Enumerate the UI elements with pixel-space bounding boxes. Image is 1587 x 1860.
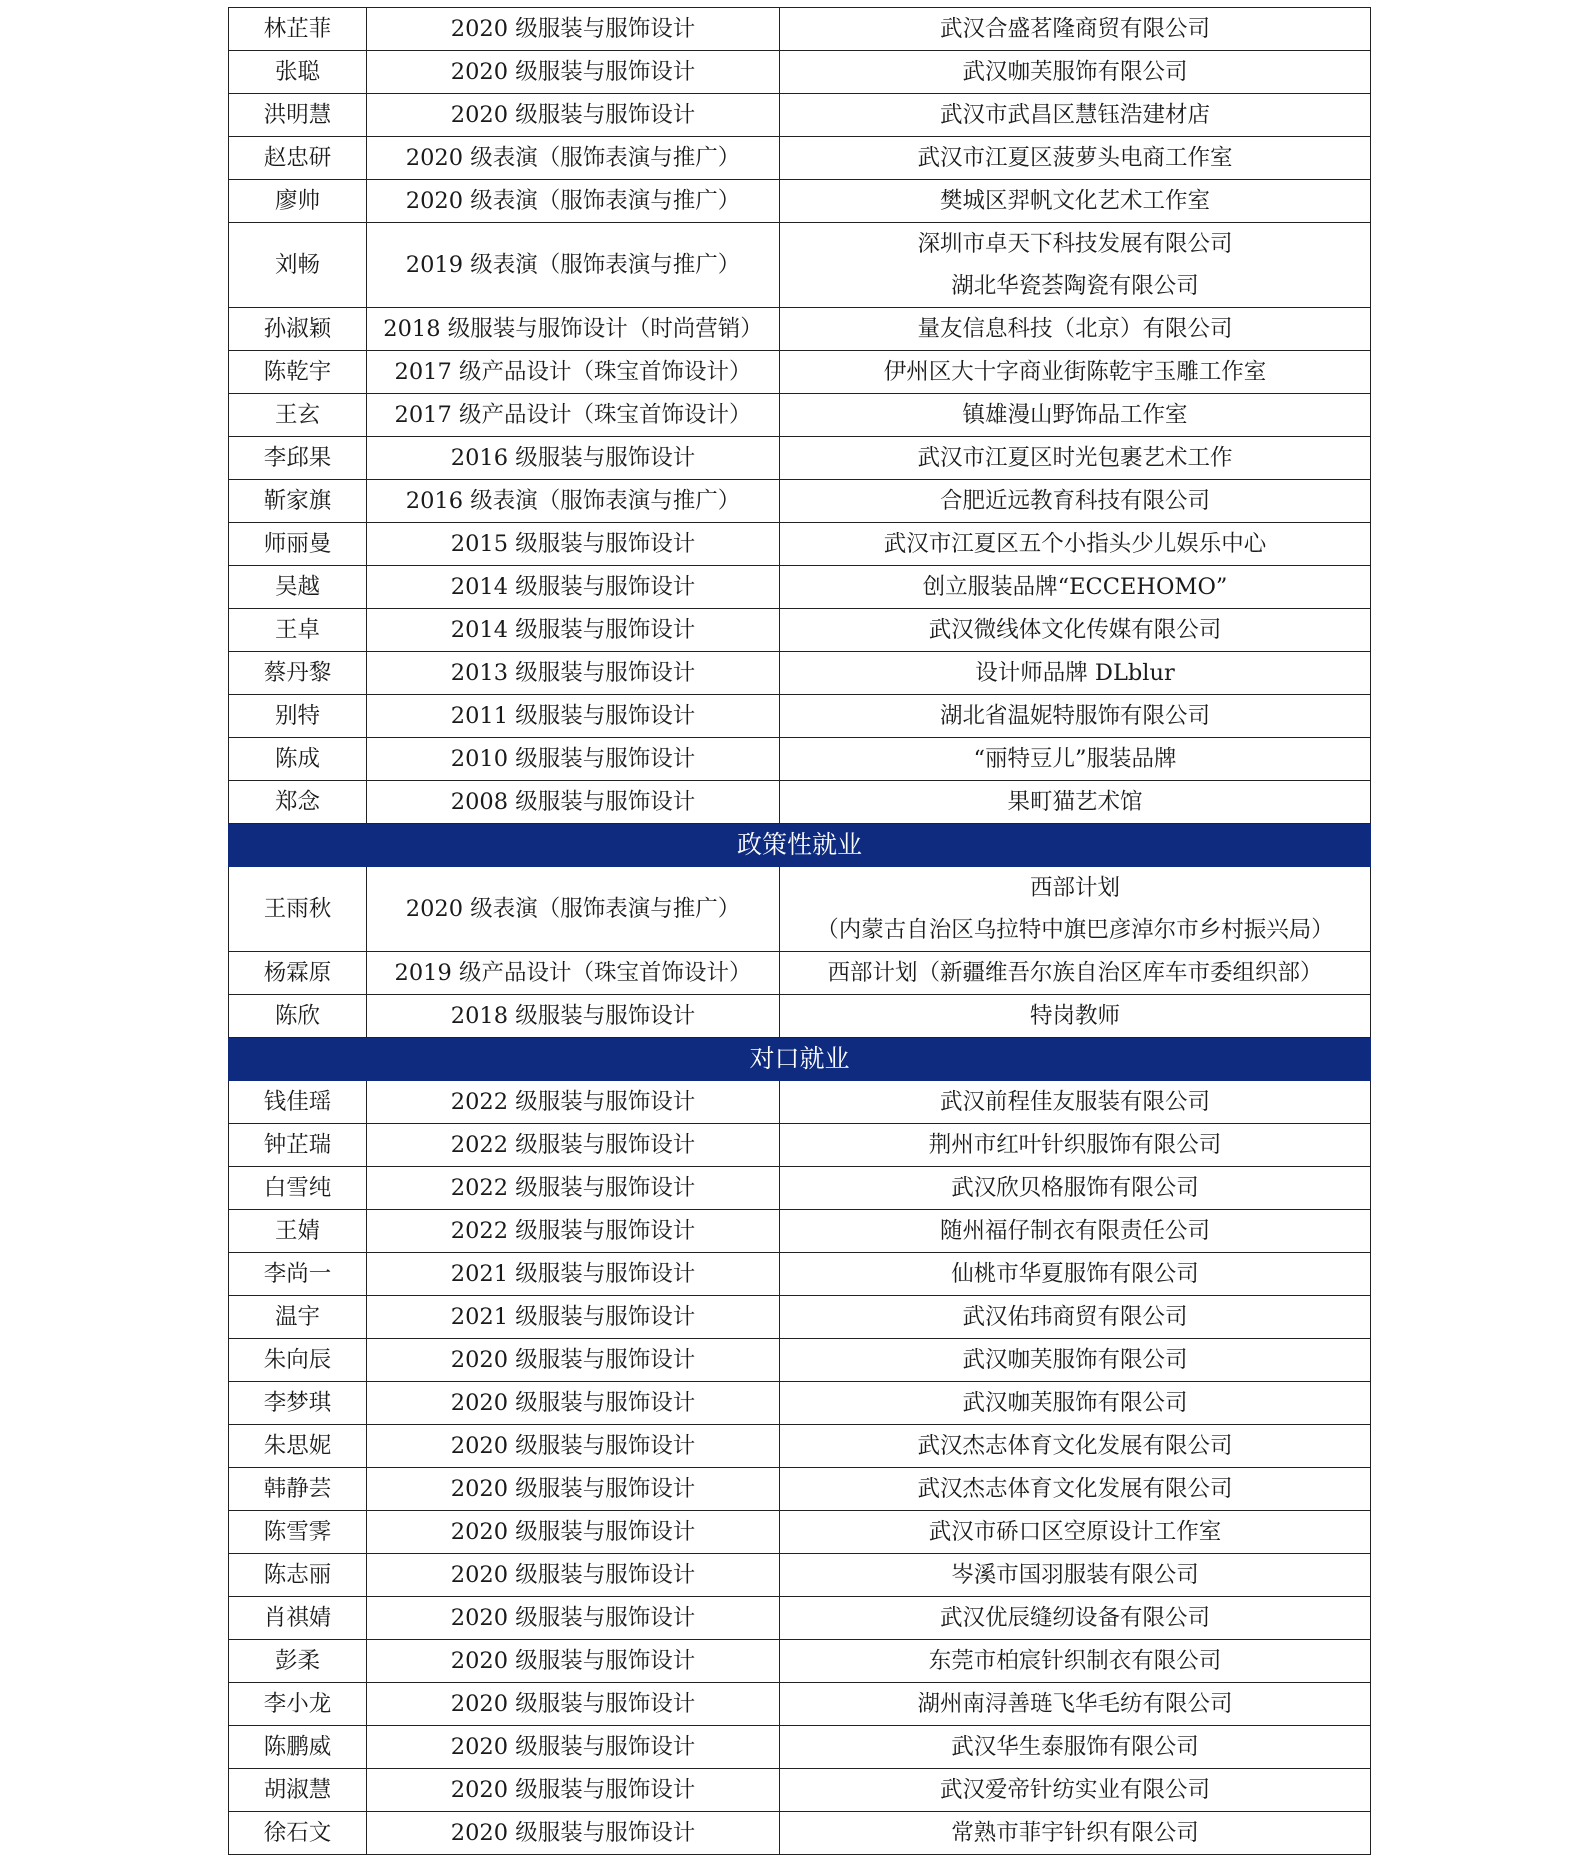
cell-employer bbox=[780, 1683, 1371, 1726]
cell-name: 陈成 bbox=[229, 738, 367, 781]
cell-major: 2021 级服装与服饰设计 bbox=[367, 1253, 780, 1296]
table-row bbox=[229, 1683, 1371, 1726]
table-row bbox=[229, 1812, 1371, 1855]
cell-employer bbox=[780, 566, 1371, 609]
employer-line: 东莞市柏宸针织制衣有限公司 bbox=[928, 1648, 1222, 1674]
cell-major: 2018 级服装与服饰设计（时尚营销） bbox=[367, 308, 780, 351]
table-row bbox=[229, 1382, 1371, 1425]
cell-name: 郑念 bbox=[229, 781, 367, 824]
table-row bbox=[229, 566, 1371, 609]
table-row bbox=[229, 8, 1371, 51]
employer-line: 伊州区大十字商业街陈乾宇玉雕工作室 bbox=[883, 359, 1267, 385]
table-row bbox=[229, 738, 1371, 781]
cell-major: 2017 级产品设计（珠宝首饰设计） bbox=[367, 394, 780, 437]
cell-name: 吴越 bbox=[229, 566, 367, 609]
employer-line: 武汉华生泰服饰有限公司 bbox=[951, 1734, 1199, 1760]
table-row bbox=[229, 1640, 1371, 1683]
table-row bbox=[229, 1726, 1371, 1769]
cell-name: 胡淑慧 bbox=[229, 1769, 367, 1812]
cell-major: 2020 级表演（服饰表演与推广） bbox=[367, 180, 780, 223]
cell-employer bbox=[780, 1726, 1371, 1769]
cell-major: 2020 级服装与服饰设计 bbox=[367, 1769, 780, 1812]
cell-name: 王卓 bbox=[229, 609, 367, 652]
cell-major: 2020 级服装与服饰设计 bbox=[367, 1554, 780, 1597]
table-row bbox=[229, 1253, 1371, 1296]
cell-employer bbox=[780, 995, 1371, 1038]
cell-major: 2022 级服装与服饰设计 bbox=[367, 1081, 780, 1124]
cell-employer bbox=[780, 781, 1371, 824]
cell-name: 钱佳瑶 bbox=[229, 1081, 367, 1124]
table-row bbox=[229, 1296, 1371, 1339]
cell-name: 张聪 bbox=[229, 51, 367, 94]
table-row bbox=[229, 351, 1371, 394]
table-row bbox=[229, 995, 1371, 1038]
cell-major: 2015 级服装与服饰设计 bbox=[367, 523, 780, 566]
cell-employer bbox=[780, 1296, 1371, 1339]
cell-employer bbox=[780, 1382, 1371, 1425]
cell-employer bbox=[780, 223, 1371, 308]
table-row bbox=[229, 695, 1371, 738]
table-row bbox=[229, 1425, 1371, 1468]
cell-name: 刘畅 bbox=[229, 223, 367, 308]
cell-major: 2020 级服装与服饰设计 bbox=[367, 1726, 780, 1769]
cell-employer bbox=[780, 351, 1371, 394]
cell-name: 孙淑颖 bbox=[229, 308, 367, 351]
cell-employer bbox=[780, 394, 1371, 437]
cell-major: 2022 级服装与服饰设计 bbox=[367, 1210, 780, 1253]
table-row bbox=[229, 867, 1371, 952]
table-row bbox=[229, 652, 1371, 695]
table-row bbox=[229, 1081, 1371, 1124]
table-row bbox=[229, 1339, 1371, 1382]
cell-employer bbox=[780, 867, 1371, 952]
table-row bbox=[229, 137, 1371, 180]
employer-line: 武汉优辰缝纫设备有限公司 bbox=[939, 1605, 1210, 1631]
cell-employer bbox=[780, 180, 1371, 223]
employer-line: （内蒙古自治区乌拉特中旗巴彦淖尔市乡村振兴局） bbox=[816, 917, 1334, 943]
cell-major: 2020 级服装与服饰设计 bbox=[367, 1812, 780, 1855]
table-row bbox=[229, 523, 1371, 566]
cell-major: 2022 级服装与服饰设计 bbox=[367, 1167, 780, 1210]
employer-line: 武汉欣贝格服饰有限公司 bbox=[951, 1175, 1199, 1201]
cell-employer bbox=[780, 437, 1371, 480]
employer-line: 武汉佑玮商贸有限公司 bbox=[962, 1304, 1188, 1330]
cell-name: 肖祺婧 bbox=[229, 1597, 367, 1640]
employer-line: 湖北省温妮特服饰有限公司 bbox=[939, 703, 1210, 729]
cell-name: 陈鹏威 bbox=[229, 1726, 367, 1769]
cell-major: 2016 级服装与服饰设计 bbox=[367, 437, 780, 480]
cell-employer bbox=[780, 1339, 1371, 1382]
cell-name: 彭柔 bbox=[229, 1640, 367, 1683]
employer-line: 湖州南浔善琏飞华毛纺有限公司 bbox=[917, 1691, 1233, 1717]
employer-line: 西部计划 bbox=[1029, 875, 1120, 901]
cell-name: 钟芷瑞 bbox=[229, 1124, 367, 1167]
cell-name: 徐石文 bbox=[229, 1812, 367, 1855]
employer-line: 特岗教师 bbox=[1029, 1003, 1120, 1029]
cell-employer bbox=[780, 1597, 1371, 1640]
cell-employer bbox=[780, 480, 1371, 523]
table-row bbox=[229, 223, 1371, 308]
cell-major: 2014 级服装与服饰设计 bbox=[367, 609, 780, 652]
employer-line: 武汉杰志体育文化发展有限公司 bbox=[917, 1476, 1233, 1502]
table-row bbox=[229, 1468, 1371, 1511]
cell-name: 杨霖原 bbox=[229, 952, 367, 995]
table-row bbox=[229, 51, 1371, 94]
table-row bbox=[229, 609, 1371, 652]
cell-employer bbox=[780, 51, 1371, 94]
cell-major: 2019 级表演（服饰表演与推广） bbox=[367, 223, 780, 308]
cell-major: 2020 级服装与服饰设计 bbox=[367, 1683, 780, 1726]
cell-major: 2020 级服装与服饰设计 bbox=[367, 94, 780, 137]
employer-line: 武汉市武昌区慧钰浩建材店 bbox=[939, 102, 1210, 128]
cell-major: 2021 级服装与服饰设计 bbox=[367, 1296, 780, 1339]
employer-line: 常熟市菲宇针织有限公司 bbox=[951, 1820, 1199, 1846]
employer-line: 武汉微线体文化传媒有限公司 bbox=[928, 617, 1222, 643]
employer-line: 荆州市红叶针织服饰有限公司 bbox=[928, 1132, 1222, 1158]
cell-name: 朱向辰 bbox=[229, 1339, 367, 1382]
cell-major: 2011 级服装与服饰设计 bbox=[367, 695, 780, 738]
employer-line: 武汉咖芙服饰有限公司 bbox=[962, 1390, 1188, 1416]
table-row bbox=[229, 1597, 1371, 1640]
cell-name: 陈欣 bbox=[229, 995, 367, 1038]
employer-line: 随州福仔制衣有限责任公司 bbox=[939, 1218, 1210, 1244]
section-header-row bbox=[229, 824, 1371, 867]
employer-line: 仙桃市华夏服饰有限公司 bbox=[951, 1261, 1199, 1287]
cell-employer bbox=[780, 94, 1371, 137]
cell-major: 2020 级服装与服饰设计 bbox=[367, 1382, 780, 1425]
cell-major: 2020 级服装与服饰设计 bbox=[367, 8, 780, 51]
cell-name: 蔡丹黎 bbox=[229, 652, 367, 695]
table-row bbox=[229, 480, 1371, 523]
table-body bbox=[229, 8, 1371, 1855]
table-row bbox=[229, 781, 1371, 824]
cell-employer bbox=[780, 1425, 1371, 1468]
cell-employer bbox=[780, 652, 1371, 695]
cell-employer bbox=[780, 1210, 1371, 1253]
employer-line: 武汉前程佳友服装有限公司 bbox=[939, 1089, 1210, 1115]
cell-name: 王婧 bbox=[229, 1210, 367, 1253]
table-row bbox=[229, 308, 1371, 351]
cell-name: 李小龙 bbox=[229, 1683, 367, 1726]
cell-name: 陈乾宇 bbox=[229, 351, 367, 394]
cell-employer bbox=[780, 1468, 1371, 1511]
cell-name: 别特 bbox=[229, 695, 367, 738]
cell-employer bbox=[780, 137, 1371, 180]
table-row bbox=[229, 1124, 1371, 1167]
cell-major: 2018 级服装与服饰设计 bbox=[367, 995, 780, 1038]
cell-name: 赵忠研 bbox=[229, 137, 367, 180]
employer-line: 武汉爱帝针纺实业有限公司 bbox=[939, 1777, 1210, 1803]
cell-major: 2019 级产品设计（珠宝首饰设计） bbox=[367, 952, 780, 995]
cell-name: 陈雪霁 bbox=[229, 1511, 367, 1554]
table-row bbox=[229, 952, 1371, 995]
cell-name: 靳家旗 bbox=[229, 480, 367, 523]
cell-major: 2022 级服装与服饰设计 bbox=[367, 1124, 780, 1167]
table-row bbox=[229, 1167, 1371, 1210]
section-heading: 对口就业 bbox=[229, 1038, 1371, 1081]
employer-line: 果町猫艺术馆 bbox=[1007, 789, 1143, 815]
cell-employer bbox=[780, 1124, 1371, 1167]
cell-name: 李梦琪 bbox=[229, 1382, 367, 1425]
cell-employer bbox=[780, 1640, 1371, 1683]
employer-line: 武汉市硚口区空原设计工作室 bbox=[928, 1519, 1222, 1545]
cell-major: 2020 级服装与服饰设计 bbox=[367, 1468, 780, 1511]
cell-major: 2016 级表演（服饰表演与推广） bbox=[367, 480, 780, 523]
employer-line: 量友信息科技（北京）有限公司 bbox=[917, 316, 1233, 342]
employer-line: 武汉咖芙服饰有限公司 bbox=[962, 1347, 1188, 1373]
cell-major: 2017 级产品设计（珠宝首饰设计） bbox=[367, 351, 780, 394]
cell-employer bbox=[780, 738, 1371, 781]
cell-major: 2020 级服装与服饰设计 bbox=[367, 1511, 780, 1554]
employer-line: “丽特豆儿”服装品牌 bbox=[973, 746, 1177, 772]
employer-line: 武汉市江夏区时光包裹艺术工作 bbox=[917, 445, 1233, 471]
table-row bbox=[229, 394, 1371, 437]
cell-major: 2010 级服装与服饰设计 bbox=[367, 738, 780, 781]
cell-major: 2014 级服装与服饰设计 bbox=[367, 566, 780, 609]
cell-name: 温宇 bbox=[229, 1296, 367, 1339]
cell-name: 王玄 bbox=[229, 394, 367, 437]
employer-line: 武汉市江夏区五个小指头少儿娱乐中心 bbox=[883, 531, 1267, 557]
cell-major: 2020 级服装与服饰设计 bbox=[367, 1640, 780, 1683]
table-row bbox=[229, 1210, 1371, 1253]
cell-employer bbox=[780, 1812, 1371, 1855]
cell-employer bbox=[780, 952, 1371, 995]
cell-major: 2020 级服装与服饰设计 bbox=[367, 1425, 780, 1468]
cell-name: 林芷菲 bbox=[229, 8, 367, 51]
cell-name: 陈志丽 bbox=[229, 1554, 367, 1597]
table-row bbox=[229, 1511, 1371, 1554]
cell-employer bbox=[780, 523, 1371, 566]
cell-employer bbox=[780, 308, 1371, 351]
cell-employer bbox=[780, 1081, 1371, 1124]
cell-employer bbox=[780, 8, 1371, 51]
cell-name: 李尚一 bbox=[229, 1253, 367, 1296]
cell-employer bbox=[780, 609, 1371, 652]
cell-employer bbox=[780, 1167, 1371, 1210]
cell-employer bbox=[780, 695, 1371, 738]
cell-major: 2008 级服装与服饰设计 bbox=[367, 781, 780, 824]
table-row bbox=[229, 94, 1371, 137]
employer-line: 西部计划（新疆维吾尔族自治区库车市委组织部） bbox=[827, 960, 1323, 986]
employer-line: 设计师品牌 DLblur bbox=[975, 660, 1175, 686]
cell-name: 白雪纯 bbox=[229, 1167, 367, 1210]
section-header-row bbox=[229, 1038, 1371, 1081]
section-heading: 政策性就业 bbox=[229, 824, 1371, 867]
employment-table bbox=[228, 7, 1371, 1855]
cell-employer bbox=[780, 1511, 1371, 1554]
cell-major: 2013 级服装与服饰设计 bbox=[367, 652, 780, 695]
cell-major: 2020 级服装与服饰设计 bbox=[367, 51, 780, 94]
cell-name: 王雨秋 bbox=[229, 867, 367, 952]
cell-name: 师丽曼 bbox=[229, 523, 367, 566]
employer-line: 深圳市卓天下科技发展有限公司 bbox=[917, 231, 1233, 257]
table-row bbox=[229, 180, 1371, 223]
table-row bbox=[229, 1554, 1371, 1597]
table-row bbox=[229, 437, 1371, 480]
cell-employer bbox=[780, 1253, 1371, 1296]
cell-major: 2020 级表演（服饰表演与推广） bbox=[367, 137, 780, 180]
employer-line: 武汉杰志体育文化发展有限公司 bbox=[917, 1433, 1233, 1459]
employer-line: 岑溪市国羽服装有限公司 bbox=[951, 1562, 1199, 1588]
cell-major: 2020 级服装与服饰设计 bbox=[367, 1597, 780, 1640]
employer-line: 武汉合盛茗隆商贸有限公司 bbox=[939, 16, 1210, 42]
cell-major: 2020 级服装与服饰设计 bbox=[367, 1339, 780, 1382]
cell-name: 廖帅 bbox=[229, 180, 367, 223]
employer-line: 樊城区羿帆文化艺术工作室 bbox=[939, 188, 1210, 214]
cell-name: 韩静芸 bbox=[229, 1468, 367, 1511]
employer-line: 武汉咖芙服饰有限公司 bbox=[962, 59, 1188, 85]
employer-line: 合肥近远教育科技有限公司 bbox=[939, 488, 1210, 514]
cell-employer bbox=[780, 1554, 1371, 1597]
cell-name: 朱思妮 bbox=[229, 1425, 367, 1468]
cell-name: 李邱果 bbox=[229, 437, 367, 480]
table-row bbox=[229, 1769, 1371, 1812]
cell-name: 洪明慧 bbox=[229, 94, 367, 137]
employer-line: 创立服装品牌“ECCEHOMO” bbox=[922, 574, 1228, 600]
employer-line: 镇雄漫山野饰品工作室 bbox=[962, 402, 1188, 428]
cell-employer bbox=[780, 1769, 1371, 1812]
employer-line: 湖北华瓷荟陶瓷有限公司 bbox=[951, 273, 1199, 299]
cell-major: 2020 级表演（服饰表演与推广） bbox=[367, 867, 780, 952]
employer-line: 武汉市江夏区菠萝头电商工作室 bbox=[917, 145, 1233, 171]
